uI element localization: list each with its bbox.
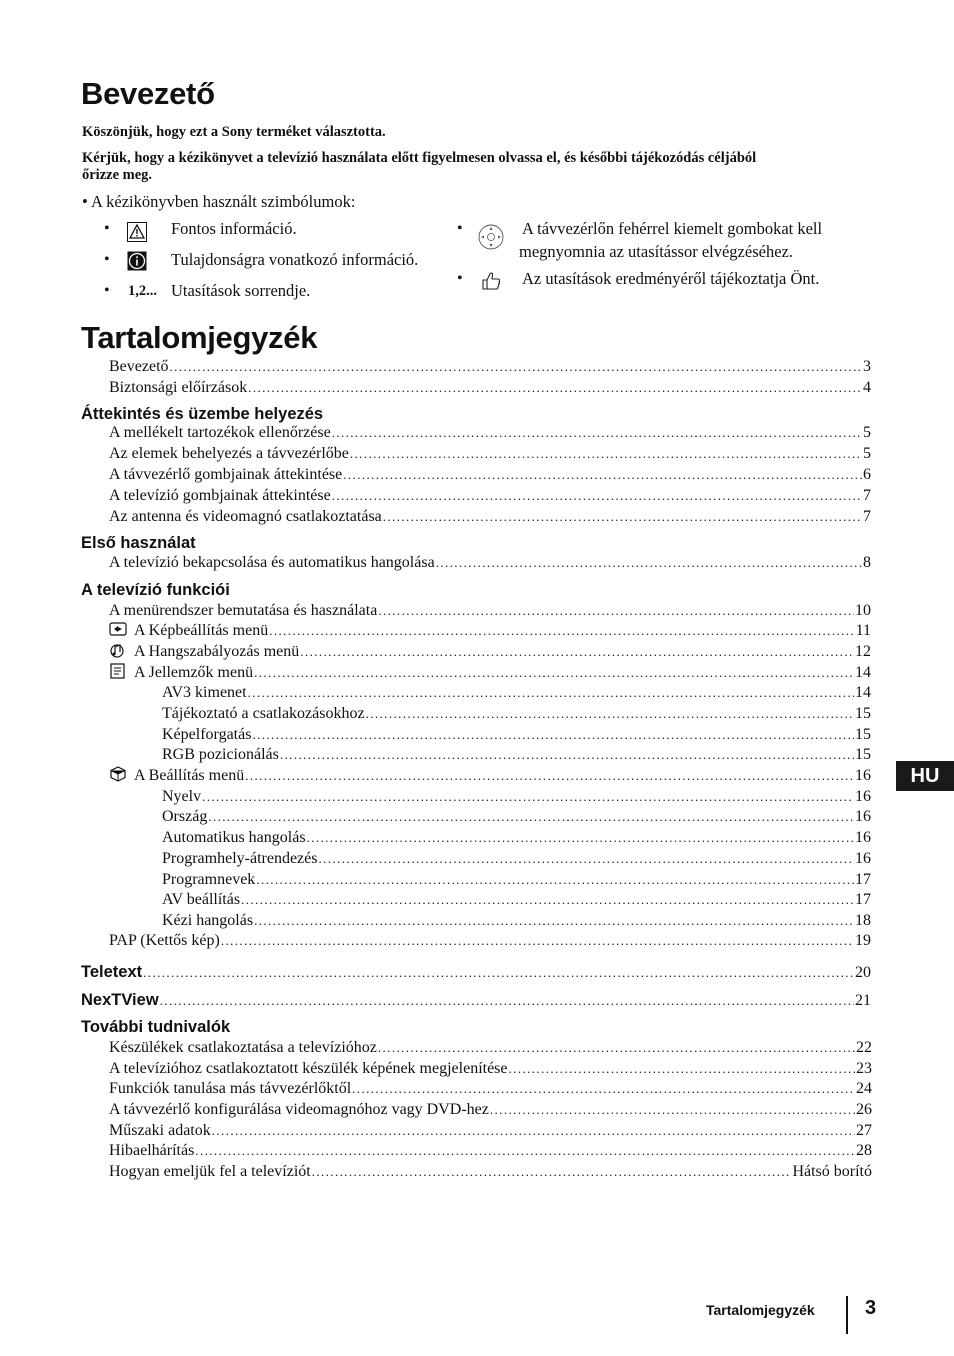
page-number: 3 <box>865 1297 877 1319</box>
toc-entry[interactable]: AV beállítás ..... 17 <box>162 890 871 910</box>
toc-entry[interactable]: A Jellemzők menü ..... 14 <box>109 663 871 683</box>
toc-entry[interactable]: Bevezető ..... 3 <box>109 357 871 377</box>
toc-section-heading: Első használat <box>81 534 196 552</box>
toc-entry[interactable]: A mellékelt tartozékok ellenőrzése ..... 5 <box>109 423 871 443</box>
bullet: • <box>104 282 110 299</box>
toc-entry[interactable]: RGB pozicionálás ..... 15 <box>162 745 871 765</box>
toc-entry[interactable]: Hogyan emeljük fel a televíziót ..... Hátsó borító <box>109 1162 872 1182</box>
bullet: • <box>104 251 110 268</box>
bullet: • <box>457 270 463 287</box>
bullet: • <box>104 220 110 237</box>
toc-section-heading: A televízió funkciói <box>81 581 230 599</box>
toc-entry[interactable]: PAP (Kettős kép) ..... 19 <box>109 931 871 951</box>
toc-entry[interactable]: Az antenna és videomagnó csatlakoztatása ..... 7 <box>109 507 871 527</box>
features-menu-icon <box>109 663 127 679</box>
toc-entry[interactable]: Hibaelhárítás ..... 28 <box>109 1141 872 1161</box>
toc-entry[interactable]: A távvezérlő konfigurálása videomagnóhoz vagy DVD-hez ..... 26 <box>109 1100 872 1120</box>
toc-entry[interactable]: Készülékek csatlakoztatása a televízióhoz ..... 22 <box>109 1038 872 1058</box>
thumbs-up-icon <box>480 270 502 292</box>
toc-entry[interactable]: A televízió bekapcsolása és automatikus hangolása ..... 8 <box>109 553 871 573</box>
toc-entry[interactable]: Programhely-átrendezés ..... 16 <box>162 849 871 869</box>
toc-entry[interactable]: A távvezérlő gombjainak áttekintése ..... 6 <box>109 465 871 485</box>
symbol-text-result: Az utasítások eredményéről tájékoztatja Önt. <box>522 269 820 288</box>
footer-divider <box>846 1296 848 1334</box>
footer-section-label: Tartalomjegyzék <box>706 1302 815 1318</box>
read-instruction-line2: őrizze meg. <box>82 167 153 183</box>
sound-menu-icon <box>109 642 127 658</box>
toc-section-heading: További tudnivalók <box>81 1018 231 1036</box>
toc-entry[interactable]: Az elemek behelyezés a távvezérlőbe ..... 5 <box>109 444 871 464</box>
page-title: Bevezető <box>81 76 215 111</box>
symbol-text-important: Fontos információ. <box>171 219 297 238</box>
info-icon <box>127 251 147 271</box>
toc-entry[interactable]: Automatikus hangolás ..... 16 <box>162 828 871 848</box>
toc-entry[interactable]: Kézi hangolás ..... 18 <box>162 911 871 931</box>
toc-entry[interactable]: AV3 kimenet ..... 14 <box>162 683 871 703</box>
symbol-text-remote-line1: A távvezérlőn fehérrel kiemelt gombokat kell <box>522 219 823 238</box>
sequence-marker: 1,2... <box>128 283 157 299</box>
language-tab: HU <box>896 761 954 791</box>
remote-buttons-icon <box>478 224 504 250</box>
toc-entry[interactable]: Képelforgatás ..... 15 <box>162 725 871 745</box>
toc-entry[interactable]: Ország ..... 16 <box>162 807 871 827</box>
toc-entry[interactable]: Funkciók tanulása más távvezérlőktől ..... 24 <box>109 1079 872 1099</box>
toc-section-entry-teletext[interactable]: Teletext ..... 20 <box>81 962 871 982</box>
toc-entry[interactable]: Nyelv ..... 16 <box>162 787 871 807</box>
bullet: • <box>457 220 463 237</box>
toc-title: Tartalomjegyzék <box>81 320 318 355</box>
thanks-text: Köszönjük, hogy ezt a Sony terméket választotta. <box>82 124 386 140</box>
symbol-text-remote-line2: megnyomnia az utasítássor elvégzéséhez. <box>519 242 793 261</box>
warning-icon <box>127 222 147 242</box>
setup-menu-icon <box>109 766 127 782</box>
toc-section-heading: Áttekintés és üzembe helyezés <box>81 405 324 423</box>
toc-entry[interactable]: A Beállítás menü ..... 16 <box>109 766 871 786</box>
symbol-text-feature: Tulajdonságra vonatkozó információ. <box>171 250 419 269</box>
toc-section-entry-nextview[interactable]: NexTView ..... 21 <box>81 990 871 1010</box>
toc-entry[interactable]: A menürendszer bemutatása és használata ..... 10 <box>109 601 871 621</box>
toc-entry[interactable]: A televízió gombjainak áttekintése ..... 7 <box>109 486 871 506</box>
toc-entry[interactable]: A Hangszabályozás menü ..... 12 <box>109 642 871 662</box>
toc-entry[interactable]: A Képbeállítás menü ..... 11 <box>109 621 871 641</box>
toc-entry[interactable]: Programnevek ..... 17 <box>162 870 871 890</box>
toc-entry[interactable]: Tájékoztató a csatlakozásokhoz ..... 15 <box>162 704 871 724</box>
symbol-text-sequence: Utasítások sorrendje. <box>171 281 311 300</box>
toc-entry[interactable]: Biztonsági előírzások ..... 4 <box>109 378 871 398</box>
toc-entry[interactable]: Műszaki adatok ..... 27 <box>109 1121 872 1141</box>
read-instruction-line1: Kérjük, hogy a kézikönyvet a televízió használata előtt figyelmesen olvassa el, és későbbi tájékozódás céljából <box>82 150 757 166</box>
picture-menu-icon <box>109 621 127 637</box>
toc-entry[interactable]: A televízióhoz csatlakoztatott készülék képének megjelenítése ..... 23 <box>109 1059 872 1079</box>
symbols-intro: • A kézikönyvben használt szimbólumok: <box>82 192 356 211</box>
